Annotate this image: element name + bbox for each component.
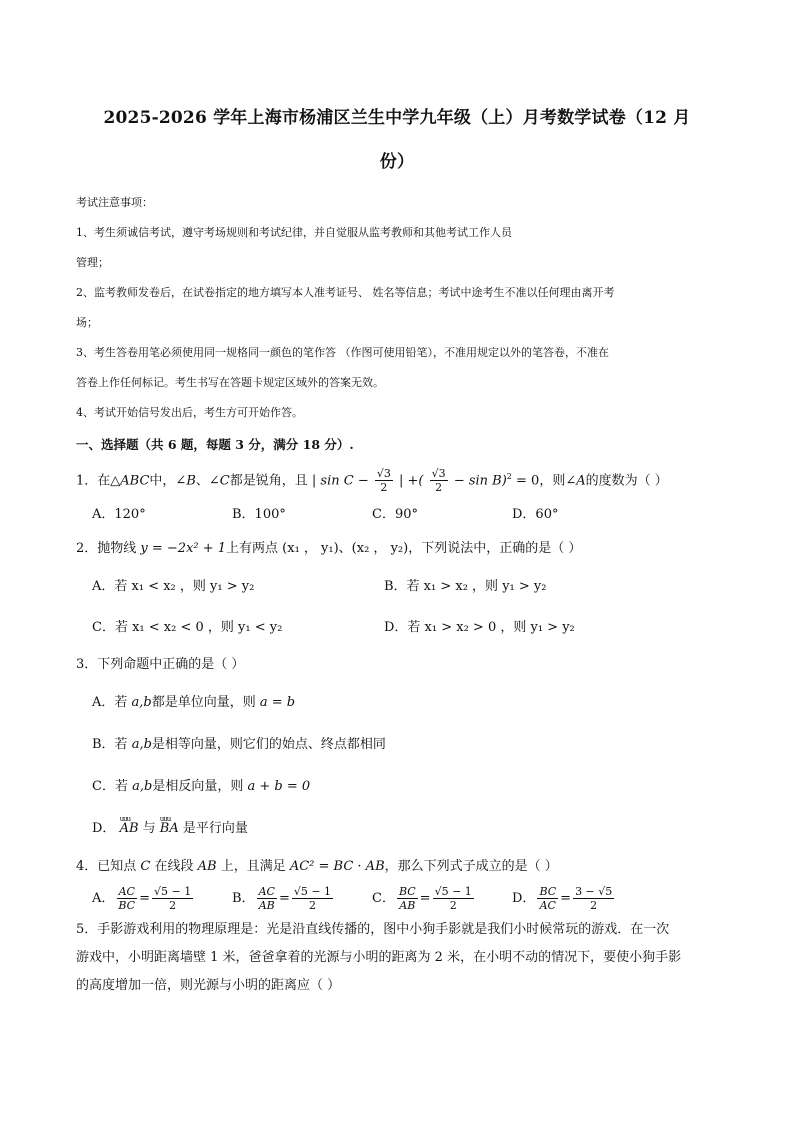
- notes-heading: 考试注意事项：: [76, 196, 153, 209]
- q3-b-text: 是相等向量，则它们的始点、终点都相同: [151, 737, 386, 753]
- q3-a-text: 都是单位向量，则: [151, 695, 260, 711]
- frac-den: BC: [118, 899, 136, 913]
- q1-angle-b: B: [186, 473, 196, 489]
- q4-text: ，那么下列式子成立的是（ ）: [384, 859, 558, 875]
- q5-line-2: 游戏中，小明距离墙壁 1 米，爸爸拿着的光源与小明的距离为 2 米，在小明不动的情况下，要使小狗手影: [76, 950, 682, 966]
- frac-num: AC: [118, 885, 135, 899]
- note-2: 2、监考教师发卷后，在试卷指定的地方填写本人准考证号、 姓名等信息；考试中途考生不准以任何理由离开考: [76, 286, 615, 299]
- exam-title: [76, 0, 718, 184]
- option-lhs: [397, 885, 418, 912]
- note-3: 3、考生答卷用笔必须使用同一规格同一颜色的笔作答 （作图可使用铅笔），不准用规定以外的笔答卷，不准在: [76, 346, 609, 359]
- section-heading-choice: 一、选择题（共 6 题，每题 3 分，满分 18 分）.: [76, 437, 354, 452]
- q1-text: 、∠: [195, 473, 220, 489]
- option-label: D．: [512, 891, 536, 907]
- frac-den: AC: [539, 899, 556, 913]
- note-1-cont: 管理；: [76, 256, 109, 269]
- frac-den: 2: [449, 899, 457, 913]
- q1-triangle: ABC: [120, 473, 150, 489]
- option-lhs: [257, 885, 277, 912]
- question-3: 3．下列命题中正确的是（ ）: [76, 657, 245, 673]
- frac-num: √5 − 1: [293, 885, 332, 899]
- q4-option-b[interactable]: B． $\frac{AC}{AB}$ = $\frac{√5 - 1}{2}$: [232, 885, 332, 913]
- q1-text: ，则∠: [539, 473, 577, 489]
- q1-angle-c: C: [219, 473, 230, 489]
- q4-options: [76, 884, 718, 914]
- frac-den: 2: [380, 481, 388, 495]
- option-rhs: [433, 885, 474, 912]
- q4-text: 4．已知点: [76, 859, 141, 875]
- q3-d-text: 与: [138, 821, 160, 837]
- note-4: 4、考试开始信号发出后，考生方可开始作答。: [76, 406, 303, 419]
- frac-den: 2: [169, 899, 177, 913]
- q3-vectors: a,b: [131, 737, 152, 753]
- q4-point-c: C: [140, 859, 151, 875]
- option-rhs: [152, 885, 193, 912]
- q1-text: 都是锐角，且: [229, 473, 308, 489]
- note-3-cont: 答卷上作任何标记。考生书写在答题卡规定区域外的答案无效。: [76, 376, 384, 389]
- frac-den: 2: [435, 481, 443, 495]
- exam-notes: [76, 188, 718, 428]
- q2-option-c[interactable]: C．若 x₁ < x₂ < 0 ，则 y₁ < y₂: [92, 620, 283, 636]
- option-rhs: [573, 885, 614, 912]
- q3-b-text: B．若: [92, 737, 132, 753]
- q4-option-a[interactable]: A． $\frac{AC}{BC}$ = $\frac{√5 - 1}{2}$: [92, 885, 192, 913]
- q1-fraction: [430, 467, 448, 494]
- q1-option-c[interactable]: C．90°: [372, 507, 418, 523]
- q3-c-text: C．若: [92, 779, 133, 795]
- question-4: [76, 850, 718, 884]
- q3-d-text: D．: [92, 821, 120, 837]
- frac-num: BC: [398, 885, 416, 899]
- question-1: [76, 460, 718, 498]
- q1-text: 的度数为（ ）: [585, 473, 668, 489]
- q1-option-b[interactable]: B．100°: [232, 507, 286, 523]
- q2-text: 2．抛物线: [76, 541, 141, 557]
- q3-vectors: a,b: [132, 779, 153, 795]
- q3-d-text: 是平行向量: [178, 821, 248, 837]
- q1-option-d[interactable]: D．60°: [512, 507, 559, 523]
- option-rhs: [292, 885, 333, 912]
- q5-line-3: 的高度增加一倍，则光源与小明的距离应（ ）: [76, 978, 341, 994]
- q3-vector-ab: uuu AB: [120, 808, 139, 850]
- frac-num: √3: [376, 467, 391, 481]
- frac-num: √5 − 1: [154, 885, 192, 899]
- option-lhs: [116, 885, 137, 912]
- q3-vector-ba: uuu BA: [160, 808, 179, 850]
- q1-options: [76, 498, 718, 532]
- frac-num: AC: [258, 885, 275, 899]
- q4-text: 上，且满足: [216, 859, 290, 875]
- q1-formula: | +(: [399, 473, 424, 489]
- title-line-2: 份）: [379, 152, 415, 172]
- q1-formula: − sin B): [453, 473, 507, 489]
- q3-option-b[interactable]: [76, 724, 718, 766]
- frac-den: 2: [308, 899, 316, 913]
- note-1: 1、考生须诚信考试，遵守考场规则和考试纪律，并自觉服从监考教师和其他考试工作人员: [76, 226, 512, 239]
- q4-option-c[interactable]: C． $\frac{BC}{AB}$ = $\frac{√5 - 1}{2}$: [372, 885, 472, 913]
- frac-num: √3: [431, 467, 446, 481]
- q4-text: 在线段: [150, 859, 198, 875]
- q2-options-row-1: [76, 566, 718, 608]
- q1-option-a[interactable]: A．120°: [92, 507, 146, 523]
- q3-option-d[interactable]: [76, 808, 718, 850]
- q1-prefix: 1．在△: [76, 473, 121, 489]
- q5-line-1: 5．手影游戏利用的物理原理是：光是沿直线传播的，图中小狗手影就是我们小时候常玩的游戏．在一次: [76, 922, 670, 938]
- q1-text: 中，∠: [149, 473, 187, 489]
- question-2: [76, 532, 718, 566]
- option-label: C．: [372, 891, 395, 907]
- q4-option-d[interactable]: D． $\frac{BC}{AC}$ = $\frac{3 - √5}{2}$: [512, 885, 613, 913]
- q1-formula: | sin C −: [311, 473, 369, 489]
- q3-vectors: a,b: [131, 695, 152, 711]
- q3-option-c[interactable]: [76, 766, 718, 808]
- q1-fraction: [375, 467, 393, 494]
- q3-c-equation: a + b = 0: [247, 779, 311, 795]
- q2-option-d[interactable]: D．若 x₁ > x₂ > 0 ，则 y₁ > y₂: [384, 620, 575, 636]
- q3-option-a[interactable]: [76, 682, 718, 724]
- frac-den: AB: [258, 899, 275, 913]
- frac-num: √5 − 1: [434, 885, 472, 899]
- q2-option-b[interactable]: B．若 x₁ > x₂ ，则 y₁ > y₂: [384, 579, 547, 595]
- option-label: B．: [232, 891, 255, 907]
- q3-a-text: A．若: [92, 695, 132, 711]
- q3-c-text: 是相反向量，则: [152, 779, 248, 795]
- frac-den: 2: [590, 899, 598, 913]
- q1-formula: = 0: [511, 473, 540, 489]
- question-5: [76, 916, 718, 1000]
- q3-a-equation: a = b: [259, 695, 296, 711]
- q4-segment-ab: AB: [197, 859, 217, 875]
- q2-options-row-2: [76, 608, 718, 648]
- q1-angle-a: A: [576, 473, 586, 489]
- frac-den: AB: [399, 899, 416, 913]
- frac-num: 3 − √5: [575, 885, 613, 899]
- option-lhs: [537, 885, 558, 912]
- title-line-1: 2025-2026 学年上海市杨浦区兰生中学九年级（上）月考数学试卷（12 月: [103, 108, 691, 128]
- q2-text: 上有两点 (x₁ ， y₁)、(x₂ ， y₂)，下列说法中，正确的是（ ）: [226, 541, 582, 557]
- note-2-cont: 场；: [76, 316, 98, 329]
- frac-num: BC: [539, 885, 557, 899]
- q1-exponent: 2: [506, 472, 512, 481]
- option-label: A．: [92, 891, 115, 907]
- q2-equation: y = −2x² + 1: [140, 541, 227, 557]
- q4-equation: AC² = BC · AB: [289, 859, 385, 875]
- q2-option-a[interactable]: A．若 x₁ < x₂ ，则 y₁ > y₂: [92, 579, 255, 595]
